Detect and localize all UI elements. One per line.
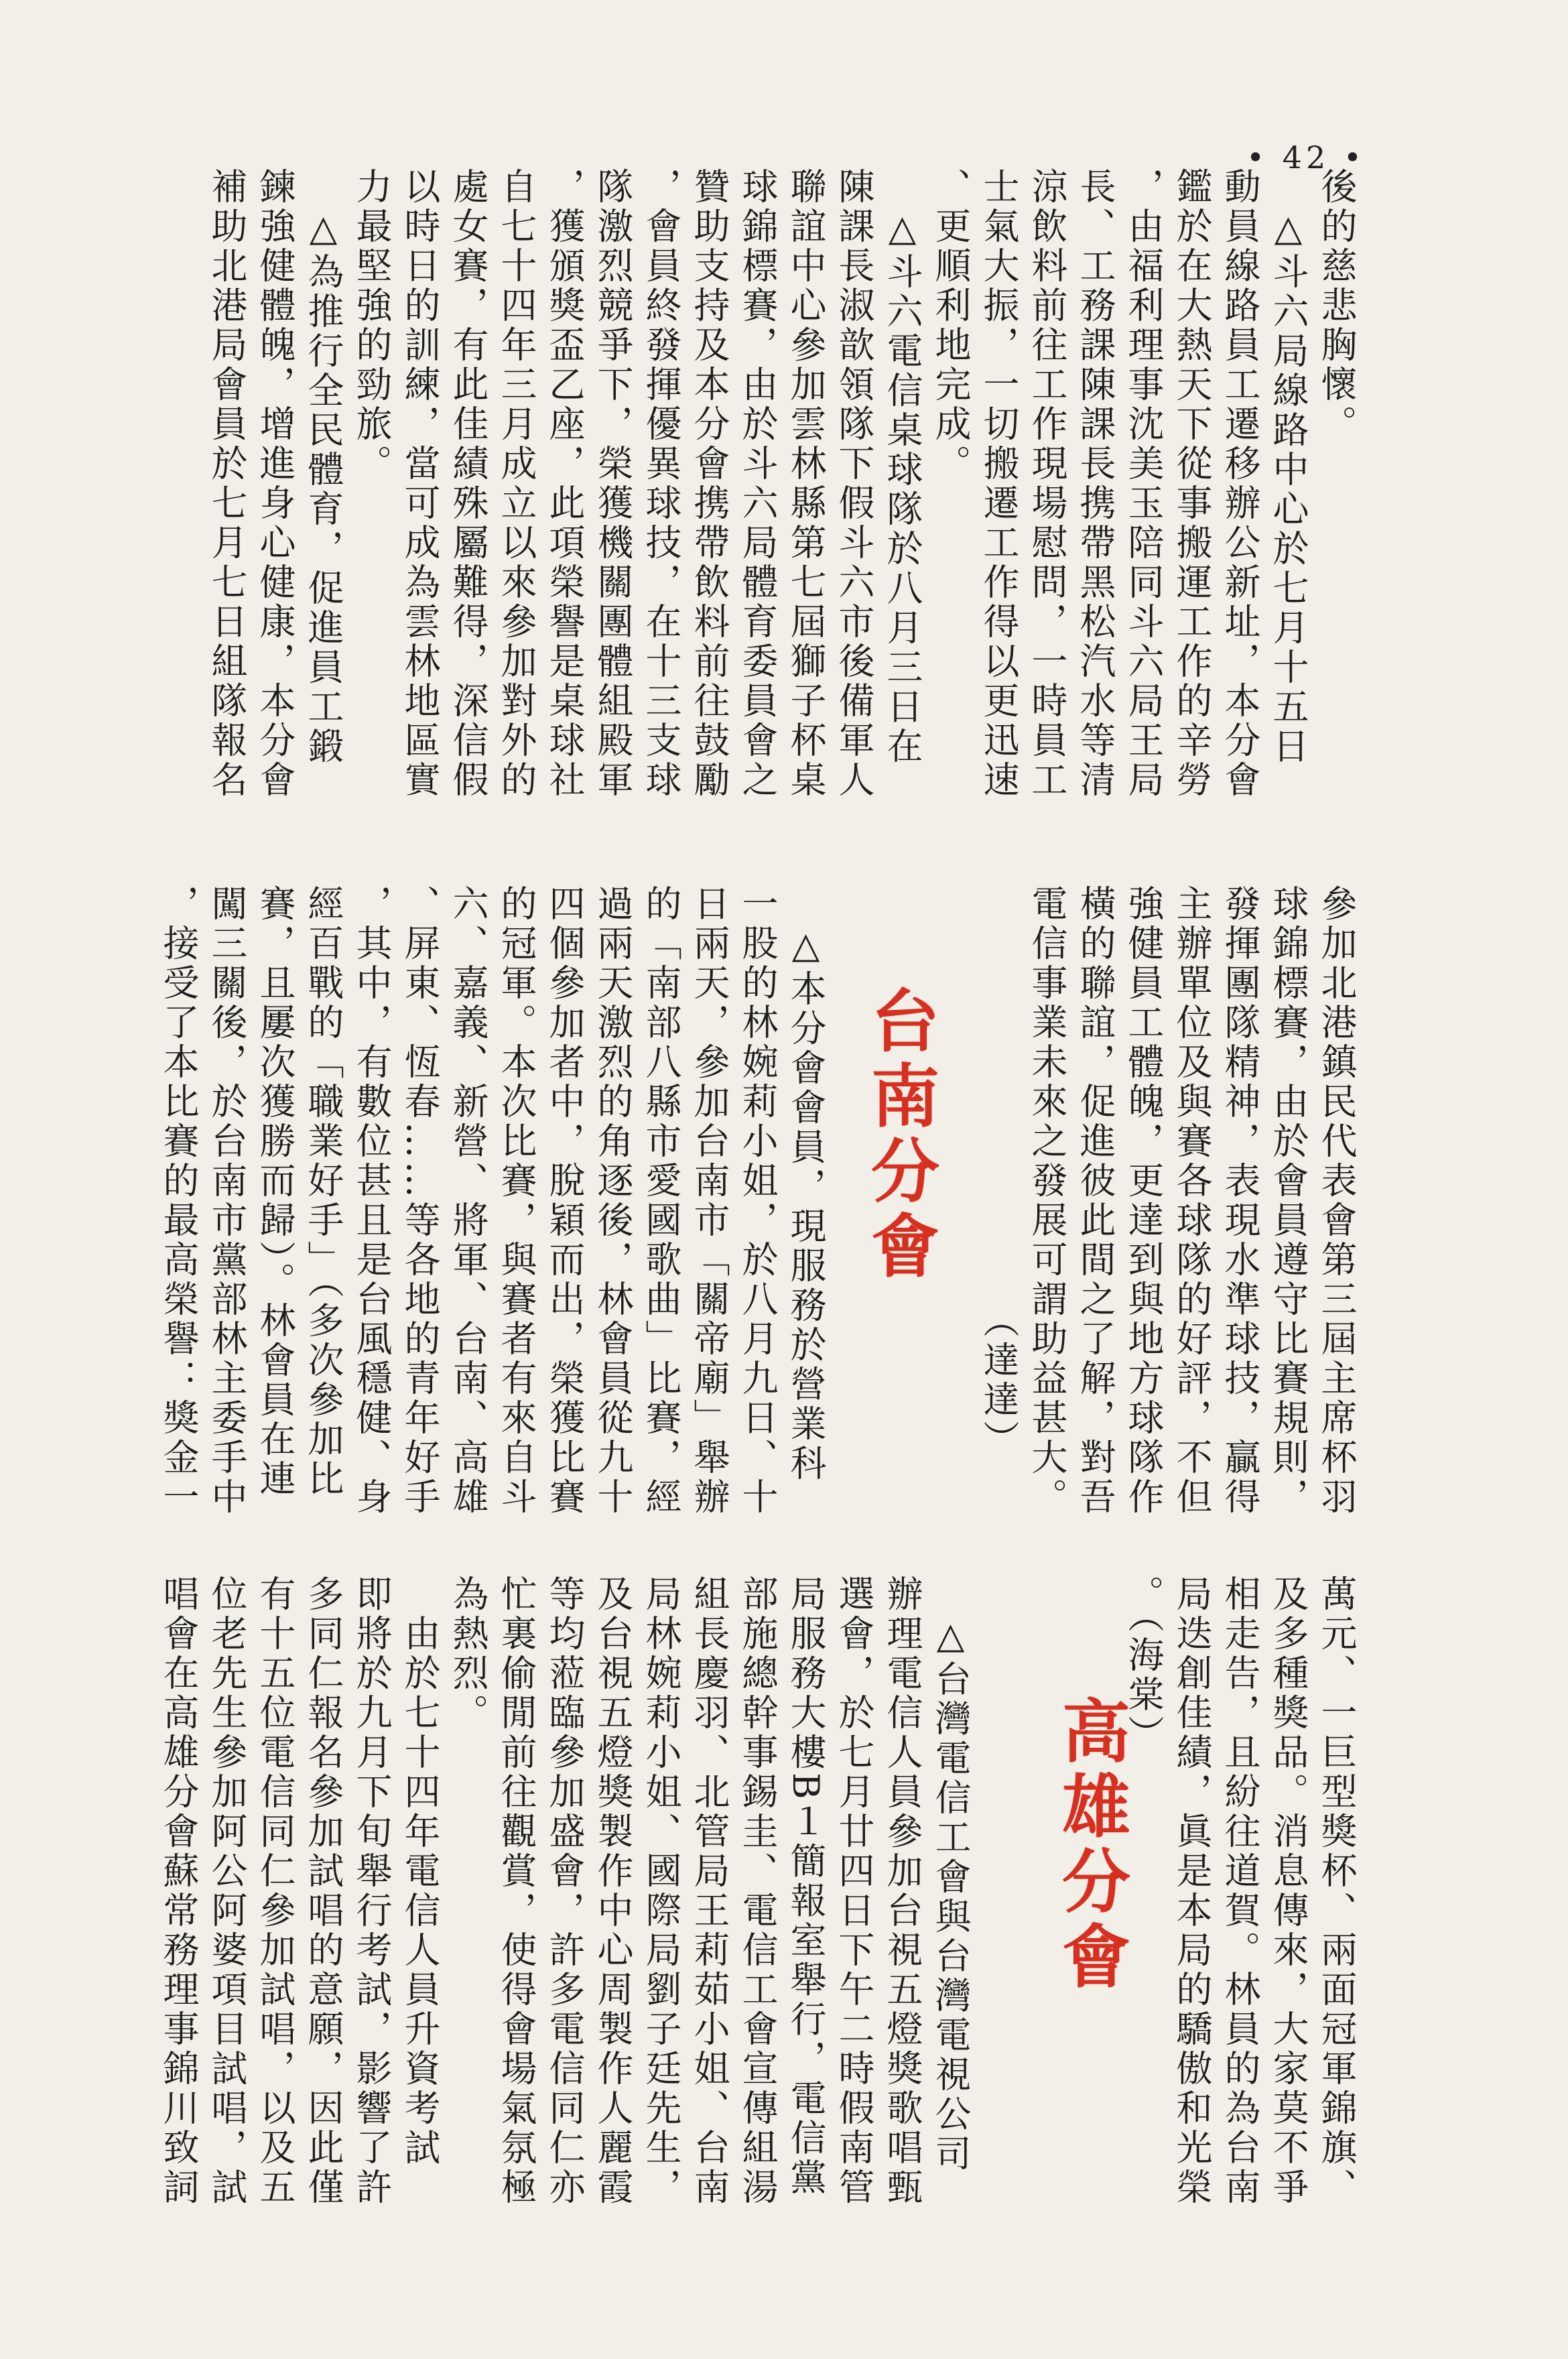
page-number: • 42 • xyxy=(1246,139,1366,176)
article-column-middle: 參加北港鎮民代表會第三屆主席杯羽 球錦標賽，由於會員遵守比賽規則， 發揮團隊精神，表現水準球技，贏得 主辦單位及與賽各球隊的好評，不但 強健員工體魄，更達到與地方球隊作 橫的聯誼，促進彼此間之了解，對吾 電信事業未來之發展可謂助益甚大。 （達達） △本分會會員，現服務於營業科 一股的林婉莉小姐，於八月九日、十 日兩天，參加台南市「關帝廟」舉辦 的「南部八縣市愛國歌曲」比賽，經 過兩天激烈的角逐後，林會員從九十 四個參加者中，脫穎而出，榮獲比賽 的冠軍。本次比賽，與賽者有來自斗 六、嘉義、新營、將軍、台南、高雄 、屏東、恆春……等各地的青年好手 ，其中，有數位甚且是台風穩健、身 經百戰的「職業好手」（多次參加比 賽，且屢次獲勝而歸）。林會員在連 闖三關後，於台南市黨部林主委手中 ，接受了本比賽的最高榮譽：獎金一 xyxy=(157,885,1358,1517)
article-column-top: 後的慈悲胸懷。 △斗六局線路中心於七月十五日 動員線路員工遷移辦公新址，本分會 鑑於在大熱天下從事搬運工作的辛勞 ，由福利理事沈美玉陪同斗六局王局 長、工務課陳課長携帶黑松汽水等清 涼飲料前往工作現場慰問，一時員工 士氣大振，一切搬遷工作得以更迅速 、更順利地完成。 △斗六電信桌球隊於八月三日在 陳課長淑歆領隊下假斗六市後備軍人 聯誼中心參加雲林縣第七屆獅子杯桌 球錦標賽，由於斗六局體育委員會之 贊助支持及本分會携帶飲料前往鼓勵 ，會員終發揮優異球技，在十三支球 隊激烈競爭下，榮獲機關團體組殿軍 ，獲頒獎盃乙座，此項榮譽是桌球社 自七十四年三月成立以來參加對外的 處女賽，有此佳績殊屬難得，深信假 以時日的訓練，當可成為雲林地區實 力最堅強的勁旅。 △為推行全民體育，促進員工鍛 鍊強健體魄，增進身心健康，本分會 補助北港局會員於七月七日組隊報名 xyxy=(206,168,1358,800)
article-column-bottom: 萬元、一巨型獎杯、兩面冠軍錦旗、 及多種獎品。消息傳來，大家莫不爭 相走告，且紛往道賀。林員的為台南 局迭創佳績，眞是本局的驕傲和光榮 。（海棠） △台灣電信工會與台灣電視公司 辦理電信人員參加台視五燈獎歌唱甄 選會，於七月廿四日下午二時假南管 局服務大樓B１簡報室舉行，電信黨 部施總幹事錫圭、電信工會宣傳組湯 組長慶羽、北管局王莉茹小姐、台南 局林婉莉小姐、國際局劉子廷先生， 及台視五燈獎製作中心周製作人麗霞 等均蒞臨參加盛會，許多電信同仁亦 忙裏偷閒前往觀賞，使得會場氣氛極 為熱烈。 由於七十四年電信人員升資考試 即將於九月下旬舉行考試，影響了許 多同仁報名參加試唱的意願，因此僅 有十五位電信同仁參加試唱，以及五 位老先生參加阿公阿婆項目試唱，試 唱會在高雄分會蘇常務理事錦川致詞 xyxy=(157,1575,1358,2208)
section-heading-tainan: 台南分會 xyxy=(860,985,939,1285)
section-heading-kaohsiung: 高雄分會 xyxy=(1051,1696,1130,1996)
